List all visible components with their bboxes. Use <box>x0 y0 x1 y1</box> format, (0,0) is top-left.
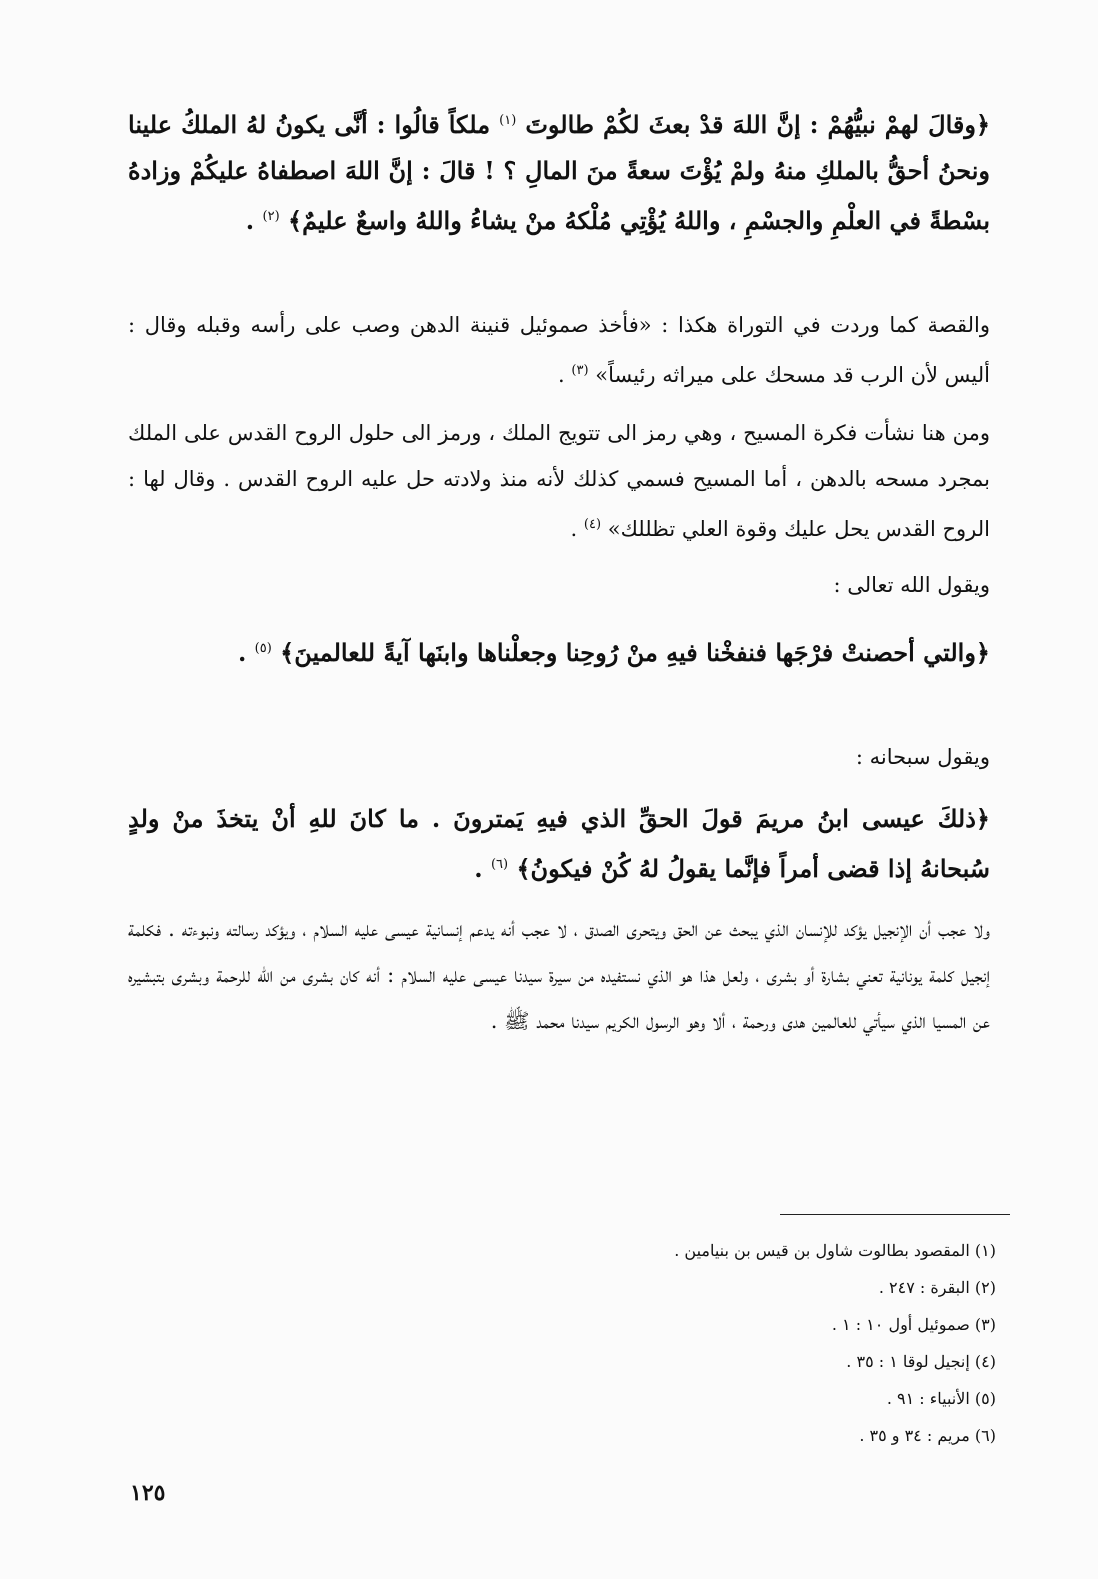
footnote-ref-5: (٥) <box>254 641 272 656</box>
footnote-ref-1: (١) <box>499 113 517 128</box>
footnote-item: (٣) صموئيل أول ١٠ : ١ . <box>831 1315 996 1334</box>
footnotes-list <box>600 1232 996 1454</box>
footnote-ref-4: (٤) <box>583 517 602 532</box>
quran-verse-3-text: ﴿ذلكَ عيسى ابنُ مريمَ قولَ الحقِّ الذي فيهِ يَمترونَ . ما كانَ للهِ أنْ يتخذَ منْ ولدٍ سُبحانهُ إذا قضى أمراً فإنَّما يقولُ لهُ كُنْ فيكونُ﴾ <box>128 804 990 883</box>
quran-verse-2-end: . <box>237 638 247 667</box>
paragraph-torah-story-text: والقصة كما وردت في التوراة هكذا : «فأخذ صموئيل قنينة الدهن وصب على رأسه وقبله وقال : أليس لأن الرب قد مسحك على ميراثه رئيساً» <box>128 313 990 387</box>
quran-verse-1-text-after: ملكاً قالُوا : أنَّى يكونُ لهُ الملكُ علينا ونحنُ أحقُّ بالملكِ منهُ ولمْ يُؤْتَ سعةً منَ المالِ ؟ ! قالَ : إنَّ اللهَ اصطفاهُ عليكُمْ وزادهُ بسْطةً في العلْمِ والجسْمِ ، واللهُ يُؤْتِي مُلْكهُ منْ يشاءُ واللهُ واسعٌ عليمٌ﴾ <box>128 110 990 235</box>
paragraph-god-says-text: ويقول الله تعالى : <box>833 573 990 597</box>
paragraph-gospel <box>128 906 990 1044</box>
paragraph-messiah-idea <box>128 410 990 552</box>
footnote-item: (٥) الأنبياء : ٩١ . <box>886 1389 996 1408</box>
footnote-ref-2: (٢) <box>262 209 280 224</box>
paragraph-he-says-text: ويقول سبحانه : <box>855 745 990 769</box>
paragraph-gospel-text: ولا عجب أن الإنجيل يؤكد للإنسان الذي يبحث عن الحق ويتحرى الصدق ، لا عجب أنه يدعم إنسانية عيسى عليه السلام ، ويؤكد رسالته ونبوءته . فكلمة إنجيل كلمة يونانية تعني بشارة أو بشرى ، ولعل هذا هو الذي نستفيده من سيرة سيدنا عيسى عليه السلام : أنه كان بشرى من الله للرحمة وبشرى بتبشيره عن المسيا الذي سيأتي للعالمين هدى ورحمة ، ألا وهو الرسول الكريم سيدنا محمد ﷺ . <box>128 917 990 1033</box>
paragraph-torah-story <box>128 302 990 398</box>
paragraph-messiah-idea-end: . <box>570 517 578 541</box>
paragraph-messiah-idea-text: ومن هنا نشأت فكرة المسيح ، وهي رمز الى تتويج الملك ، ورمز الى حلول الروح القدس على الملك بمجرد مسحه بالدهن ، أما المسيح فسمي كذلك لأنه منذ ولادته حل عليه الروح القدس . وقال لها : الروح القدس يحل عليك وقوة العلي تظللك» <box>128 421 990 541</box>
quran-verse-1-text: ﴿وقالَ لهمْ نبيُّهُمْ : إنَّ اللهَ قدْ بعثَ لكُمْ طالوتَ <box>525 110 991 139</box>
paragraph-he-says <box>128 734 990 780</box>
quran-verse-3-end: . <box>474 854 483 883</box>
footnote-item: (١) المقصود بطالوت شاول بن قيس بن بنيامين . <box>674 1241 996 1260</box>
quran-verse-3 <box>128 796 990 892</box>
paragraph-torah-story-end: . <box>558 363 565 387</box>
quran-verse-1-end: . <box>245 206 255 235</box>
footnote-ref-3: (٣) <box>571 363 589 378</box>
paragraph-god-says <box>128 562 990 608</box>
page-number: ١٢٥ <box>130 1480 166 1506</box>
footnote-item: (٦) مريم : ٣٤ و ٣٥ . <box>859 1426 996 1445</box>
footnote-item: (٤) إنجيل لوقا ١ : ٣٥ . <box>846 1352 996 1371</box>
footnote-item: (٢) البقرة : ٢٤٧ . <box>878 1278 996 1297</box>
quran-verse-2 <box>128 626 990 676</box>
quran-verse-1 <box>128 98 990 244</box>
footnote-ref-6: (٦) <box>490 857 509 872</box>
footnote-divider <box>780 1214 1010 1215</box>
quran-verse-2-text: ﴿والتي أحصنتْ فرْجَها فنفخْنا فيهِ منْ رُوحِنا وجعلْناها وابنَها آيةً للعالمينَ﴾ <box>280 638 990 667</box>
